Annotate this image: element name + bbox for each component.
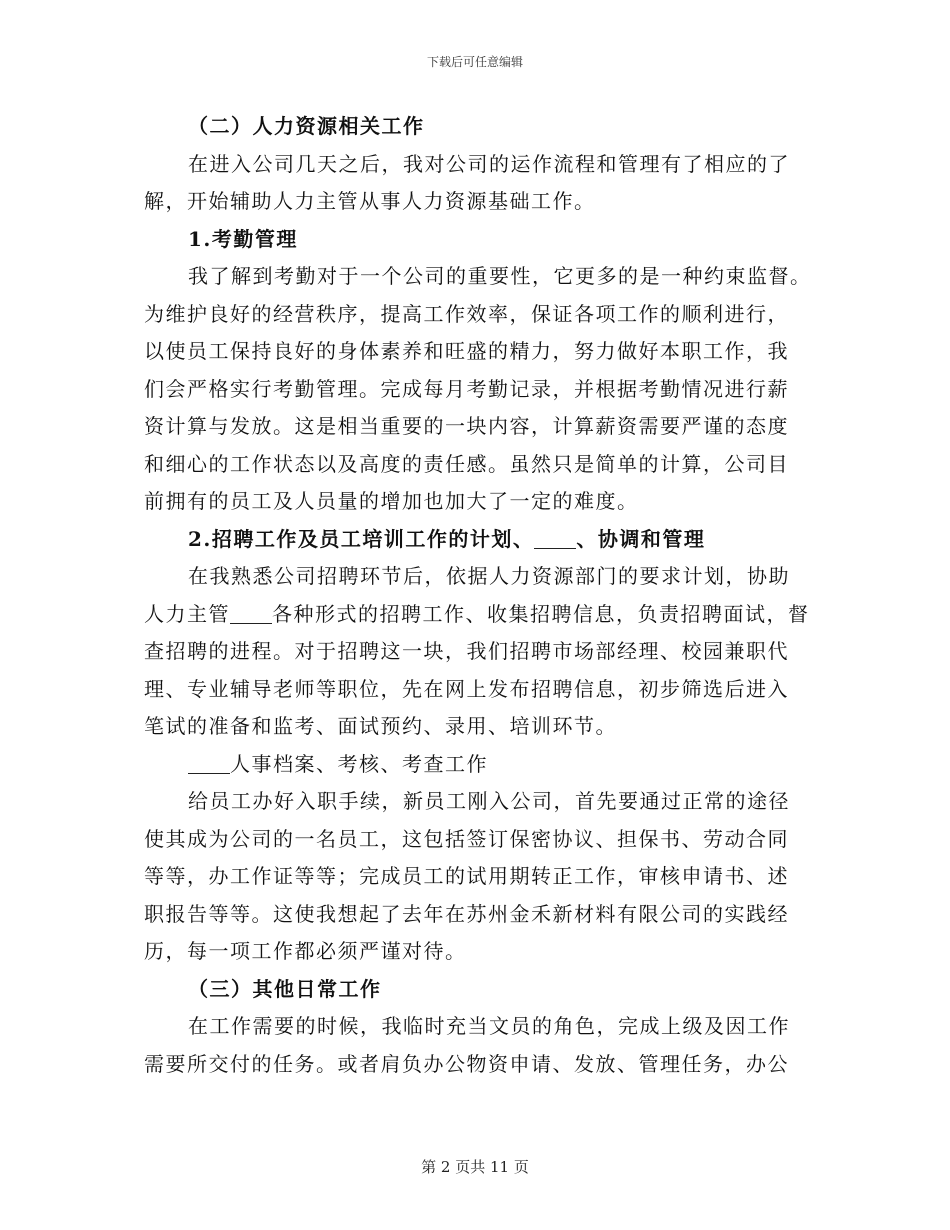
document-body (144, 108, 812, 1083)
paragraph-line: 和细心的工作状态以及高度的责任感。虽然只是简单的计算，公司目 (144, 451, 789, 476)
paragraph-line: 职报告等等。这使我想起了去年在苏州金禾新材料有限公司的实践经 (144, 901, 789, 926)
page-footer: 第 2 页共 11 页 (421, 1158, 529, 1176)
blank-underline (230, 603, 272, 624)
paragraph-line: 查招聘的进程。对于招聘这一块，我们招聘市场部经理、校园兼职代 (144, 639, 789, 663)
paragraph-line: 理、专业辅导老师等职位，先在网上发布招聘信息，初步筛选后进入 (144, 676, 789, 701)
paragraph-line: 们会严格实行考勤管理。完成每月考勤记录，并根据考勤情况进行薪 (144, 376, 789, 401)
paragraph-line: 需要所交付的任务。或者肩负办公物资申请、发放、管理任务，办公 (144, 1051, 789, 1076)
paragraph-line (144, 596, 810, 634)
paragraph-line: 历，每一项工作都必须严谨对待。 (144, 939, 467, 963)
paragraph-line: 解，开始辅助人力主管从事人力资源基础工作。 (144, 189, 596, 213)
subheading-attendance: 1.考勤管理 (188, 226, 298, 251)
section-heading-3: （三）其他日常工作 (188, 976, 382, 1001)
paragraph-line: 在工作需要的时候，我临时充当文员的角色，完成上级及因工作 (188, 1014, 790, 1038)
paragraph-line: 资计算与发放。这是相当重要的一块内容，计算薪资需要严谨的态度 (144, 414, 789, 438)
blank-underline (534, 528, 576, 549)
paragraph-line: 前拥有的员工及人员量的增加也加大了一定的难度。 (144, 489, 639, 513)
paragraph-line: 为维护良好的经营秩序，提高工作效率，保证各项工作的顺利进行， (144, 301, 789, 326)
subheading-part-1: 2.招聘工作及员工培训工作的计划、 (188, 526, 535, 551)
paragraph-line: 我了解到考勤对于一个公司的重要性，它更多的是一种约束监督。 (188, 264, 812, 288)
subheading-part-2: 、协调和管理 (576, 526, 706, 551)
paragraph-line: 在我熟悉公司招聘环节后，依据人力资源部门的要求计划，协助 (188, 564, 790, 588)
line-part-1: 人力主管 (144, 601, 230, 626)
page-header: 下载后可任意编辑 (426, 55, 523, 69)
paragraph-line: 以使员工保持良好的身体素养和旺盛的精力，努力做好本职工作，我 (144, 339, 789, 363)
blank-underline (188, 753, 230, 774)
section-heading-2: （二）人力资源相关工作 (188, 114, 425, 138)
paragraph-line: 给员工办好入职手续，新员工刚入公司，首先要通过正常的途径 (188, 789, 790, 813)
paragraph-line: 等等，办工作证等等；完成员工的试用期转正工作，审核申请书、述 (144, 864, 789, 888)
paragraph-line: 笔试的准备和监考、面试预约、录用、培训环节。 (144, 714, 617, 738)
subheading-recruitment (144, 521, 804, 559)
subheading-text: 人事档案、考核、考查工作 (230, 751, 488, 776)
line-part-2: 各种形式的招聘工作、收集招聘信息，负责招聘面试，督 (272, 601, 810, 626)
paragraph-line: 在进入公司几天之后，我对公司的运作流程和管理有了相应的了 (188, 151, 790, 176)
subheading-personnel (144, 746, 804, 784)
paragraph-line: 使其成为公司的一名员工，这包括签订保密协议、担保书、劳动合同 (144, 826, 789, 851)
